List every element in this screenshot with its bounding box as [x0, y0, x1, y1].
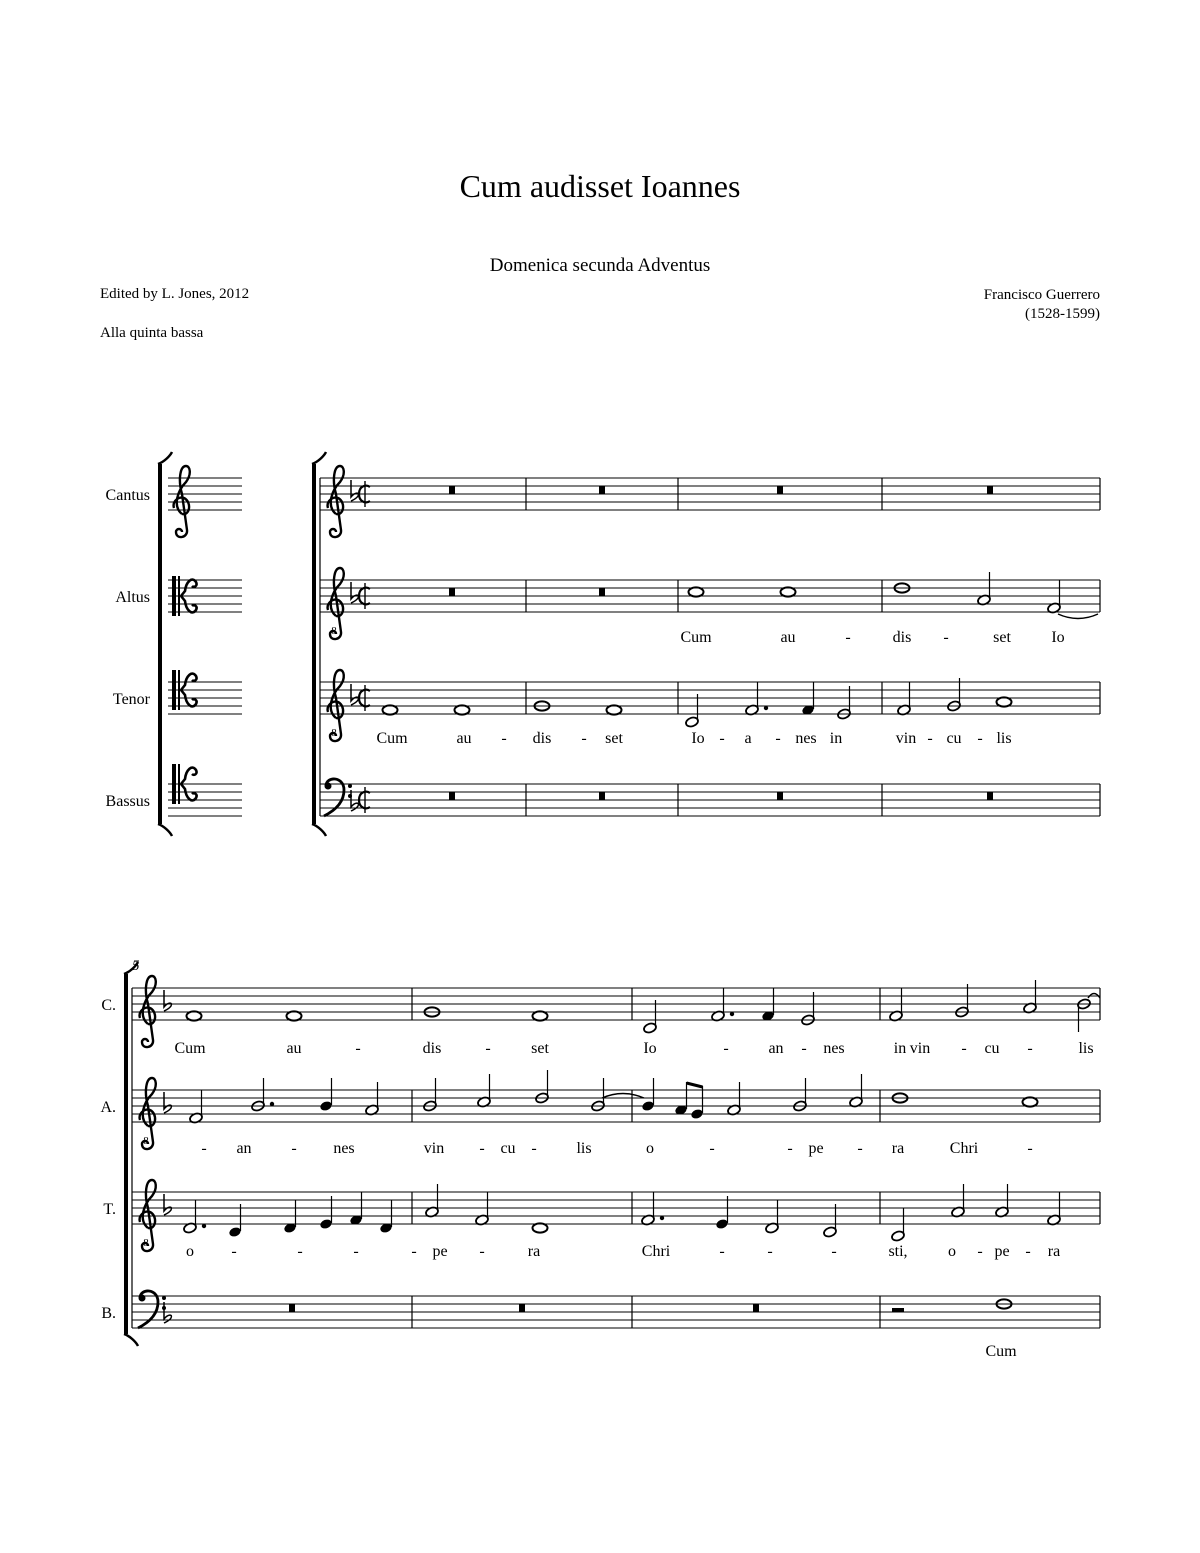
whole-note [287, 1011, 302, 1020]
lyric-tenor: sti, [888, 1243, 908, 1260]
lyric-altus: ra [891, 1140, 905, 1157]
whole-note [607, 705, 622, 714]
breve-rest [599, 486, 605, 494]
lyric-bassus: Cum [985, 1343, 1017, 1360]
lyric-tenor: - [297, 1243, 303, 1260]
lyric-tenor: - [719, 730, 725, 747]
breve-rest [449, 792, 455, 800]
lyric-tenor: pe [994, 1243, 1010, 1260]
bracket-hook [124, 1334, 138, 1346]
breve-rest [599, 588, 605, 596]
whole-note [383, 705, 398, 714]
quarter-note [690, 1108, 704, 1120]
lyric-cantus: vin [909, 1040, 931, 1057]
page-title: Cum audisset Ioannes [459, 168, 741, 204]
lyric-cantus: set [531, 1040, 549, 1057]
lyric-tenor: - [501, 730, 507, 747]
lyric-altus: lis [576, 1140, 592, 1157]
breve-rest [987, 486, 993, 494]
lyric-tenor: - [831, 1243, 837, 1260]
measure-number: 5 [132, 958, 140, 974]
lyric-altus: vin [423, 1140, 445, 1157]
lyric-tenor: - [1025, 1243, 1031, 1260]
key-flat [164, 1092, 171, 1113]
octave-mark: 8 [143, 1237, 149, 1249]
bracket-hook [312, 824, 326, 836]
lyric-tenor: - [767, 1243, 773, 1260]
quarter-note [715, 1218, 729, 1230]
lyric-altus: dis [892, 629, 912, 646]
lyric-tenor: Chri [641, 1243, 671, 1260]
lyric-altus: au [780, 629, 796, 646]
quarter-note [319, 1218, 333, 1230]
beam [687, 1083, 703, 1087]
lyric-altus: Io [1051, 629, 1065, 646]
lyric-altus: - [709, 1140, 715, 1157]
lyric-tenor: o [948, 1243, 956, 1260]
key-flat [351, 582, 358, 603]
lyric-tenor: - [479, 1243, 485, 1260]
breve-rest [449, 486, 455, 494]
voice-label: Tenor [112, 691, 150, 708]
lyric-tenor: Io [691, 730, 705, 747]
lyric-tenor: cu [946, 730, 962, 747]
whole-note [997, 697, 1012, 706]
lyric-tenor: o [186, 1243, 194, 1260]
lyric-tenor: ra [527, 1243, 541, 1260]
lyric-tenor: - [411, 1243, 417, 1260]
lyric-cantus: - [723, 1040, 729, 1057]
voice-label: T. [103, 1201, 116, 1218]
tie [602, 1094, 644, 1099]
voice-label: C. [101, 997, 116, 1014]
lyric-altus: - [1027, 1140, 1033, 1157]
whole-note [533, 1223, 548, 1232]
lyric-altus: - [857, 1140, 863, 1157]
breve-rest [599, 792, 605, 800]
lyric-cantus: au [286, 1040, 302, 1057]
whole-note [533, 1011, 548, 1020]
lyric-altus: Cum [680, 629, 712, 646]
lyric-tenor: pe [432, 1243, 448, 1260]
whole-note [689, 587, 704, 596]
lyric-tenor: a [744, 730, 752, 747]
lyric-tenor: au [456, 730, 472, 747]
augmentation-dot [660, 1216, 664, 1220]
key-flat [351, 684, 358, 705]
lyric-altus: - [787, 1140, 793, 1157]
octave-mark: 8 [143, 1135, 149, 1147]
lyric-cantus: - [801, 1040, 807, 1057]
whole-note [455, 705, 470, 714]
lyric-altus: - [479, 1140, 485, 1157]
system-bracket [312, 464, 316, 824]
lyric-altus: nes [333, 1140, 355, 1157]
system-bracket [124, 974, 128, 1334]
lyric-altus: - [845, 629, 851, 646]
lyric-altus: an [236, 1140, 252, 1157]
lyric-tenor: - [231, 1243, 237, 1260]
lyric-tenor: - [719, 1243, 725, 1260]
lyric-cantus: nes [823, 1040, 845, 1057]
augmentation-dot [764, 706, 768, 710]
octave-mark: 8 [331, 727, 337, 739]
lyric-tenor: set [605, 730, 623, 747]
lyric-tenor: nes [795, 730, 817, 747]
composer-dates: (1528-1599) [1025, 306, 1100, 322]
lyric-cantus: lis [1078, 1040, 1094, 1057]
bracket-hook [158, 824, 172, 836]
lyric-altus: Chri [949, 1140, 979, 1157]
lyric-tenor: - [581, 730, 587, 747]
lyric-cantus: Io [643, 1040, 657, 1057]
lyric-altus: - [531, 1140, 537, 1157]
lyric-cantus: Cum [174, 1040, 206, 1057]
lyric-altus: pe [808, 1140, 824, 1157]
editor-credit: Edited by L. Jones, 2012 [100, 286, 250, 302]
lyric-altus: - [291, 1140, 297, 1157]
voice-label: Bassus [105, 793, 150, 810]
lyric-cantus: in [893, 1040, 907, 1057]
lyric-tenor: - [927, 730, 933, 747]
breve-rest [777, 486, 783, 494]
lyric-altus: o [646, 1140, 654, 1157]
voice-label: Altus [115, 589, 150, 606]
augmentation-dot [270, 1102, 274, 1106]
lyric-cantus: - [485, 1040, 491, 1057]
voice-label: A. [100, 1099, 116, 1116]
breve-rest [777, 792, 783, 800]
breve-rest [753, 1304, 759, 1312]
lyric-tenor: lis [996, 730, 1012, 747]
half-rest [892, 1308, 904, 1312]
whole-note [187, 1011, 202, 1020]
lyric-cantus: - [355, 1040, 361, 1057]
key-flat [351, 480, 358, 501]
tie [1058, 614, 1098, 619]
octave-mark: 8 [331, 625, 337, 637]
augmentation-dot [202, 1224, 206, 1228]
quarter-note [319, 1100, 333, 1112]
whole-note [781, 587, 796, 596]
lyric-tenor: vin [895, 730, 917, 747]
page-subtitle: Domenica secunda Adventus [489, 255, 711, 276]
lyric-tenor: - [977, 730, 983, 747]
lyric-tenor: dis [532, 730, 552, 747]
lyric-cantus: - [961, 1040, 967, 1057]
bracket-hook [158, 452, 172, 464]
breve-rest [289, 1304, 295, 1312]
key-flat [164, 990, 171, 1011]
lyric-altus: set [993, 629, 1011, 646]
system-bracket [158, 464, 162, 824]
composer-name: Francisco Guerrero [983, 287, 1100, 303]
quarter-note [641, 1100, 655, 1112]
breve-rest [987, 792, 993, 800]
lyric-altus: - [201, 1140, 207, 1157]
lyric-altus: - [943, 629, 949, 646]
voice-label: Cantus [105, 487, 150, 504]
lyric-cantus: an [768, 1040, 784, 1057]
breve-rest [519, 1304, 525, 1312]
transposition-note: Alla quinta bassa [100, 325, 204, 341]
quarter-note [228, 1226, 242, 1238]
augmentation-dot [730, 1012, 734, 1016]
lyric-tenor: Cum [376, 730, 408, 747]
lyric-tenor: - [353, 1243, 359, 1260]
lyric-tenor: - [977, 1243, 983, 1260]
lyric-cantus: cu [984, 1040, 1000, 1057]
voice-label: B. [101, 1305, 116, 1322]
breve-rest [449, 588, 455, 596]
lyric-cantus: dis [422, 1040, 442, 1057]
lyric-cantus: - [1027, 1040, 1033, 1057]
whole-note [1023, 1097, 1038, 1106]
bracket-hook [312, 452, 326, 464]
lyric-tenor: ra [1047, 1243, 1061, 1260]
lyric-tenor: in [829, 730, 843, 747]
lyric-tenor: - [775, 730, 781, 747]
key-flat [164, 1194, 171, 1215]
lyric-altus: cu [500, 1140, 516, 1157]
